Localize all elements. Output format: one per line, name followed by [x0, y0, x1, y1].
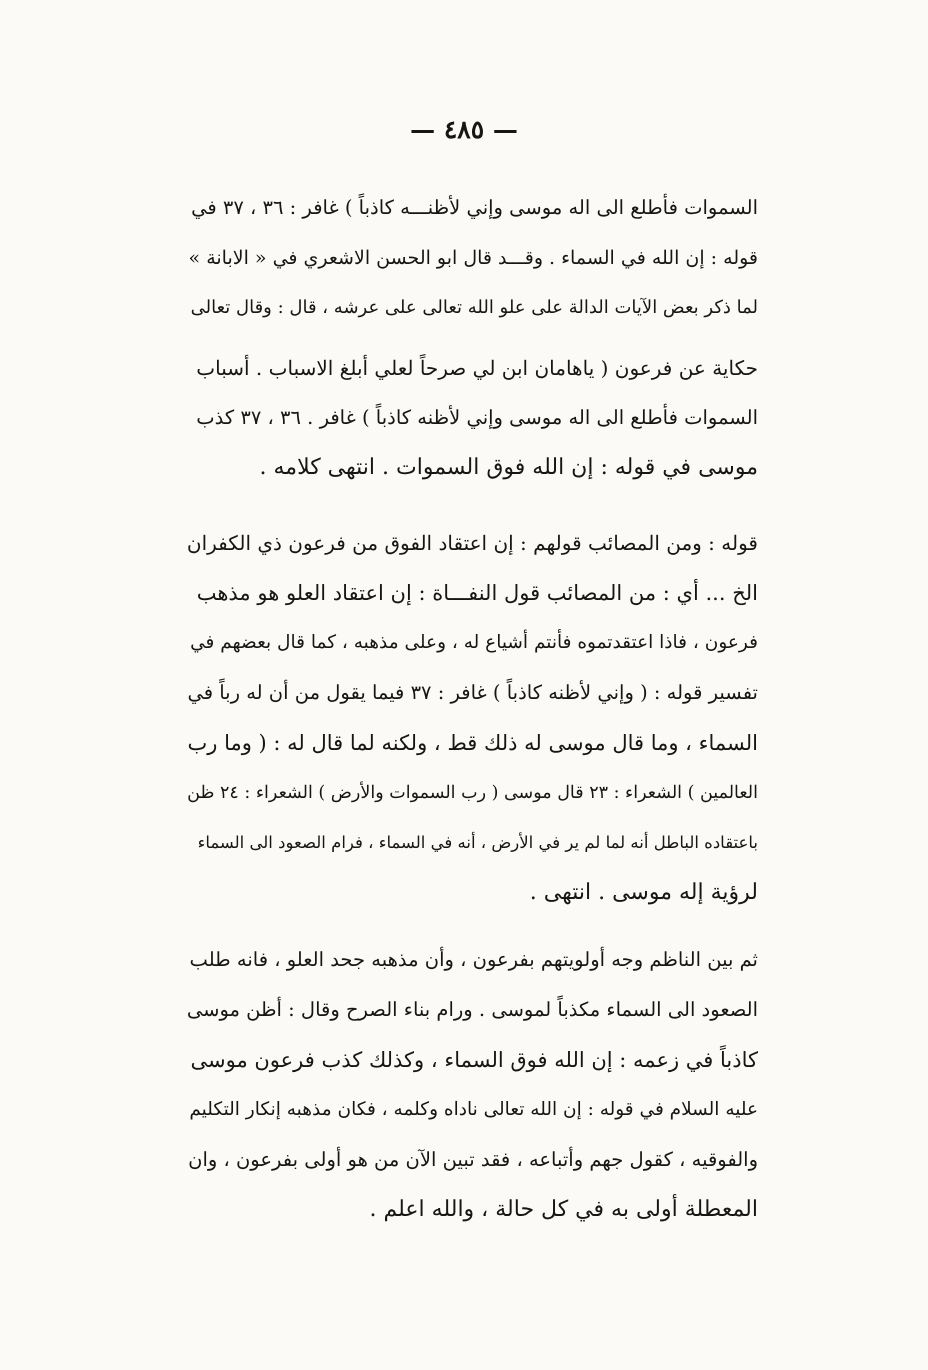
text-line: لرؤية إله موسى . انتهى . [529, 880, 758, 905]
page-number: — ٤٨٥ — [410, 115, 518, 144]
text-line: عليه السلام في قوله : إن الله تعالى ناداه وكلمه ، فكان مذهبه إنكار التكليم [189, 1099, 758, 1120]
paragraph-2 [186, 343, 758, 493]
text-line: الصعود الى السماء مكذباً لموسى . ورام بناء الصرح وقال : أظن موسى [186, 998, 758, 1021]
text-line: والفوقيه ، كقول جهم وأتباعه ، فقد تبين الآن من هو أولى بفرعون ، وان [188, 1148, 758, 1171]
text-line: باعتقاده الباطل أنه لما لم ير في الأرض ، أنه في السماء ، فرام الصعود الى السماء [197, 833, 758, 852]
text-line: المعطلة أولى به في كل حالة ، والله اعلم . [369, 1197, 758, 1222]
paragraph-3 [186, 518, 758, 918]
text-line: موسى في قوله : إن الله فوق السموات . انتهى كلامه . [259, 455, 758, 480]
text-line: كاذباً في زعمه : إن الله فوق السماء ، وكذلك كذب فرعون موسى [190, 1048, 758, 1072]
paragraph-1 [186, 183, 758, 333]
text-line: لما ذكر بعض الآيات الدالة على علو الله تعالى على عرشه ، قال : وقال تعالى [190, 297, 758, 318]
text-line: الخ ... أي : من المصائب قول النفـــاة : إن اعتقاد العلو هو مذهب [196, 581, 758, 605]
text-line: ثم بين الناظم وجه أولويتهم بفرعون ، وأن مذهبه جحد العلو ، فانه طلب [189, 948, 758, 971]
text-line: فرعون ، فاذا اعتقدتموه فأنتم أشياع له ، وعلى مذهبه ، كما قال بعضهم في [190, 632, 758, 653]
text-line: تفسير قوله : ( وإني لأظنه كاذباً ) غافر : ٣٧ فيما يقول من أن له رباً في [187, 681, 758, 704]
text-line: العالمين ) الشعراء : ٢٣ قال موسى ( رب السموات والأرض ) الشعراء : ٢٤ ظن [187, 783, 758, 803]
text-line: قوله : إن الله في السماء . وقـــد قال ابو الحسن الاشعري في « الابانة » [188, 247, 758, 269]
paragraph-4 [186, 935, 758, 1235]
text-line: قوله : ومن المصائب قولهم : إن اعتقاد الفوق من فرعون ذي الكفران [186, 531, 758, 555]
text-line: السموات فأطلع الى اله موسى وإني لأظنـــه كاذباً ) غافر : ٣٦ ، ٣٧ في [191, 196, 758, 219]
text-line: حكاية عن فرعون ( ياهامان ابن لي صرحاً لعلي أبلغ الاسباب . أسباب [196, 356, 758, 380]
text-line: السماء ، وما قال موسى له ذلك قط ، ولكنه لما قال له : ( وما رب [187, 731, 758, 755]
text-line: السموات فأطلع الى اله موسى وإني لأظنه كاذباً ) غافر . ٣٦ ، ٣٧ كذب [196, 406, 758, 429]
